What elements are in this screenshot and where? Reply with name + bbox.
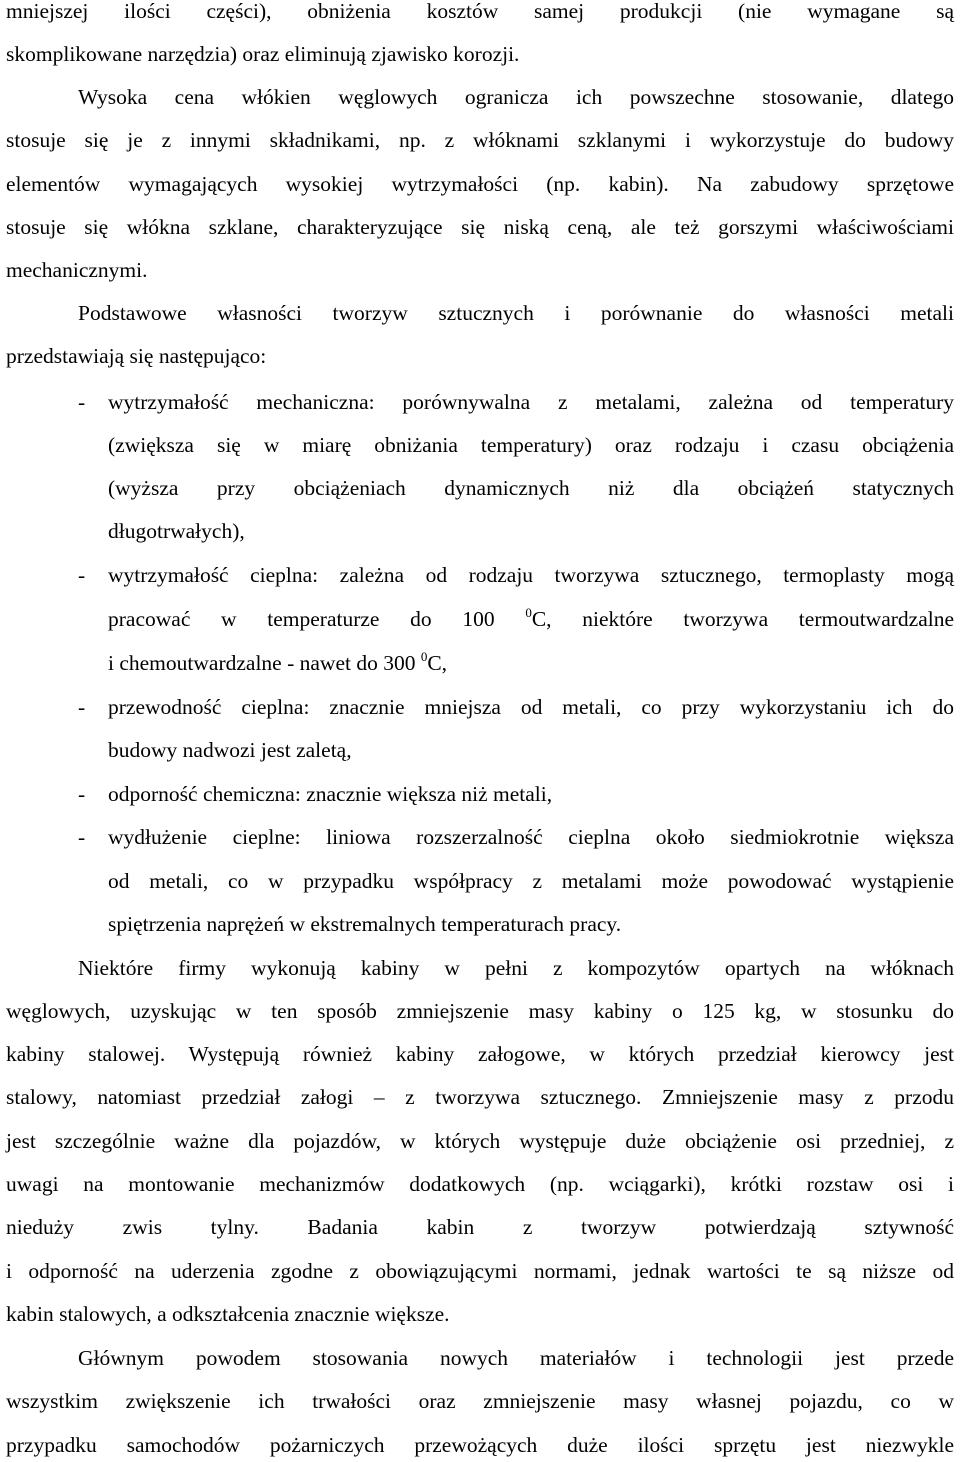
list-item — [78, 820, 954, 854]
text-line: stosuje się je z innymi składnikami, np. z włóknami szklanymi i wykorzystuje do budowy — [6, 128, 954, 152]
paragraph-first-line: Głównym powodem stosowania nowych materiałów i technologii jest przede — [78, 1346, 954, 1370]
text-line: elementów wymagających wysokiej wytrzymałości (np. kabin). Na zabudowy sprzętowe — [6, 172, 954, 196]
list-dash: - — [78, 390, 86, 414]
list-item — [78, 777, 954, 811]
text-line: wszystkim zwiększenie ich trwałości oraz zmniejszenie masy własnej pojazdu, co w — [6, 1389, 954, 1413]
text-line: długotrwałych), — [108, 519, 245, 543]
list-item-text: wytrzymałość mechaniczna: porównywalna z metalami, zależna od temperatury — [108, 390, 954, 414]
text-span: pracować w temperaturze do 100 — [108, 607, 495, 631]
text-line: uwagi na montowanie mechanizmów dodatkowych (np. wciągarki), krótki rozstaw osi i — [6, 1172, 954, 1196]
superscript: 0 — [525, 605, 532, 620]
list-item — [78, 690, 954, 724]
text-line: od metali, co w przypadku współpracy z metalami może powodować wystąpienie — [108, 869, 954, 893]
list-dash: - — [78, 563, 86, 587]
text-line: mechanicznymi. — [6, 258, 148, 282]
text-line: przedstawiają się następująco: — [6, 344, 267, 368]
list-item-text: wytrzymałość cieplna: zależna od rodzaju tworzywa sztucznego, termoplasty mogą — [108, 563, 954, 587]
list-item-text: wydłużenie cieplne: liniowa rozszerzalność cieplna około siedmiokrotnie większa — [108, 825, 954, 849]
list-dash: - — [78, 695, 86, 719]
list-dash: - — [78, 825, 86, 849]
list-item-text: przewodność cieplna: znacznie mniejsza od metali, co przy wykorzystaniu ich do — [108, 695, 954, 719]
text-line: mniejszej ilości części), obniżenia kosztów samej produkcji (nie wymagane są — [6, 0, 954, 23]
list-item — [78, 385, 954, 419]
text-span: i chemoutwardzalne - nawet do 300 — [108, 651, 416, 675]
list-dash: - — [78, 782, 86, 806]
text-line: stalowy, natomiast przedział załogi – z tworzywa sztucznego. Zmniejszenie masy z przodu — [6, 1085, 954, 1109]
text-span: C, niektóre tworzywa termoutwardzalne — [531, 607, 955, 631]
text-line: spiętrzenia naprężeń w ekstremalnych temperaturach pracy. — [108, 912, 622, 936]
text-line: (wyższa przy obciążeniach dynamicznych niż dla obciążeń statycznych — [108, 476, 954, 500]
text-line: przypadku samochodów pożarniczych przewożących duże ilości sprzętu jest niezwykle — [6, 1433, 954, 1457]
paragraph-first-line: Podstawowe własności tworzyw sztucznych i porównanie do własności metali — [78, 301, 954, 325]
list-item-text: odporność chemiczna: znacznie większa niż metali, — [108, 782, 553, 806]
list-item — [78, 558, 954, 592]
text-line: nieduży zwis tylny. Badania kabin z tworzyw potwierdzają sztywność — [6, 1215, 954, 1239]
text-line: kabiny stalowej. Występują również kabiny załogowe, w których przedział kierowcy jest — [6, 1042, 954, 1066]
text-span: C, — [427, 651, 448, 675]
paragraph-first-line: Wysoka cena włókien węglowych ogranicza ich powszechne stosowanie, dlatego — [78, 85, 954, 109]
text-line: (zwiększa się w miarę obniżania temperatury) oraz rodzaju i czasu obciążenia — [108, 433, 954, 457]
superscript: 0 — [420, 649, 428, 664]
paragraph-first-line: Niektóre firmy wykonują kabiny w pełni z kompozytów opartych na włóknach — [78, 956, 954, 980]
text-line: jest szczególnie ważne dla pojazdów, w których występuje duże obciążenie osi przedniej, z — [6, 1129, 954, 1153]
text-line: kabin stalowych, a odkształcenia znacznie większe. — [6, 1302, 450, 1326]
text-line: i odporność na uderzenia zgodne z obowiązującymi normami, jednak wartości te są niższe od — [6, 1259, 954, 1283]
text-line — [108, 646, 954, 680]
text-line — [108, 602, 954, 636]
text-line: budowy nadwozi jest zaletą, — [108, 738, 352, 762]
text-line: stosuje się włókna szklane, charakteryzujące się niską ceną, ale też gorszymi właściwościami — [6, 215, 954, 239]
text-line: skomplikowane narzędzia) oraz eliminują zjawisko korozji. — [6, 42, 520, 66]
text-line: węglowych, uzyskując w ten sposób zmniejszenie masy kabiny o 125 kg, w stosunku do — [6, 999, 954, 1023]
